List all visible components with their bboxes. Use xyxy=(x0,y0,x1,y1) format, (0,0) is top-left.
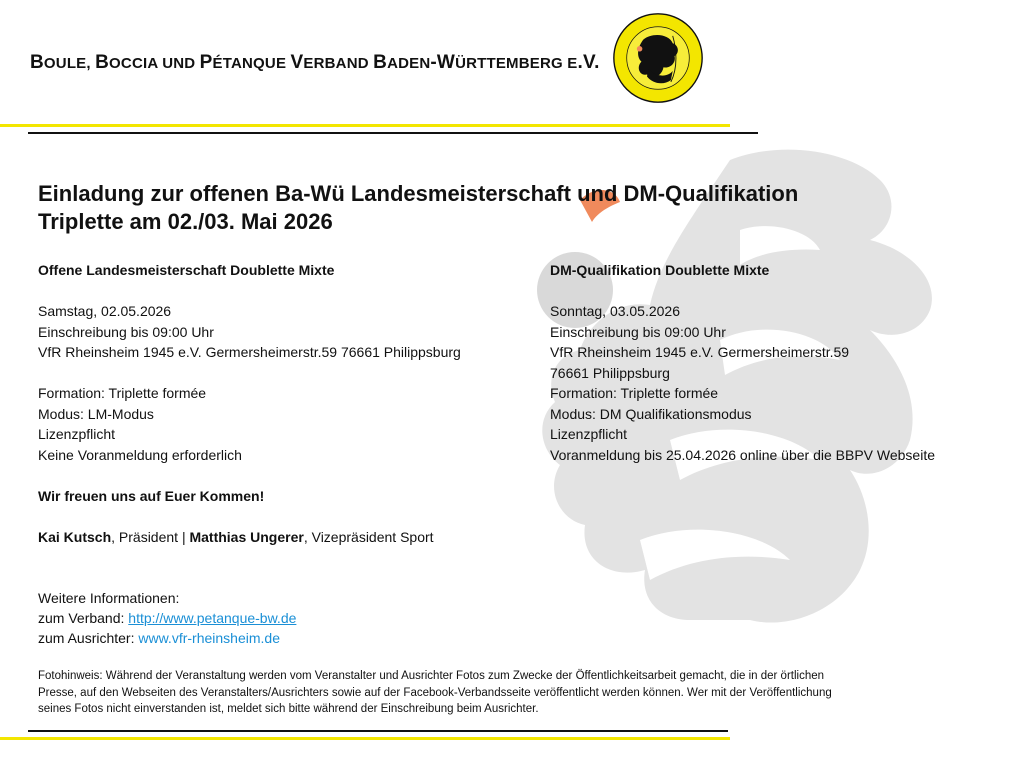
right-heading: DM-Qualifikation Doublette Mixte xyxy=(550,262,770,278)
photo-notice-line-2: Presse, auf den Webseiten des Veranstalters/Ausrichters sowie auf der Facebook-Verbandsseite veröffentlicht werden können. Wer mit der Veröffentlichung xyxy=(38,686,832,699)
footer-rule-black xyxy=(28,730,728,732)
verband-link[interactable]: http://www.petanque-bw.de xyxy=(128,610,297,626)
further-info xyxy=(38,588,296,648)
right-venue-line-1: VfR Rheinsheim 1945 e.V. Germersheimerstr.59 xyxy=(550,344,850,360)
info-verband-label: zum Verband: xyxy=(38,610,129,626)
invitation-title xyxy=(38,180,838,236)
photo-notice-line-1: Fotohinweis: Während der Veranstaltung werden vom Veranstalter und Ausrichter Fotos zum Zwecke der Öffentlichkeitsarbeit gemacht, die in der örtlichen xyxy=(38,670,825,682)
signer-2-name: Matthias Ungerer xyxy=(189,528,304,545)
right-date: Sonntag, 03.05.2026 xyxy=(550,303,681,319)
right-formation: Formation: Triplette formée xyxy=(550,385,719,401)
title-line-2: Triplette am 02./03. Mai 2026 xyxy=(38,209,333,234)
signer-1-role: , Präsident | xyxy=(111,528,190,545)
left-column xyxy=(38,260,461,547)
left-mode: Modus: LM-Modus xyxy=(38,405,154,422)
signer-2-role: , Vizepräsident Sport xyxy=(303,528,434,545)
left-date: Samstag, 02.05.2026 xyxy=(38,303,172,319)
info-verband-line xyxy=(38,608,296,628)
footer-rule-yellow xyxy=(0,737,730,740)
photo-notice xyxy=(38,668,968,718)
info-ausrichter-label: zum Ausrichter: xyxy=(38,630,139,646)
right-registration: Einschreibung bis 09:00 Uhr xyxy=(550,323,726,340)
signature-line xyxy=(38,527,461,548)
header-rule-black xyxy=(28,132,758,134)
title-line-1: Einladung zur offenen Ba-Wü Landesmeisterschaft und DM-Qualifikation xyxy=(38,181,799,206)
right-venue-line-2: 76661 Philippsburg xyxy=(550,364,670,381)
left-registration: Einschreibung bis 09:00 Uhr xyxy=(38,323,214,340)
photo-notice-line-3: seines Fotos nicht einverstanden ist, meldet sich bitte während der Einschreibung beim Ausrichter. xyxy=(38,703,539,715)
info-heading: Weitere Informationen: xyxy=(38,590,180,606)
org-name: BOULE, BOCCIA UND PÉTANQUE VERBAND BADEN-WÜRTTEMBERG E.V. xyxy=(30,52,600,73)
org-logo xyxy=(612,12,704,104)
header-rule-yellow xyxy=(0,124,730,127)
welcome-text: Wir freuen uns auf Euer Kommen! xyxy=(38,487,265,504)
right-license: Lizenzpflicht xyxy=(550,426,628,442)
right-mode: Modus: DM Qualifikationsmodus xyxy=(550,405,752,422)
ausrichter-link[interactable]: www.vfr-rheinsheim.de xyxy=(138,630,280,646)
left-preregistration: Keine Voranmeldung erforderlich xyxy=(38,446,242,463)
info-ausrichter-line xyxy=(38,628,296,648)
right-preregistration: Voranmeldung bis 25.04.2026 online über die BBPV Webseite xyxy=(550,446,936,463)
left-venue: VfR Rheinsheim 1945 e.V. Germersheimerstr.59 76661 Philippsburg xyxy=(38,344,461,360)
signer-1-name: Kai Kutsch xyxy=(38,528,112,545)
left-heading: Offene Landesmeisterschaft Doublette Mixte xyxy=(38,262,335,278)
left-license: Lizenzpflicht xyxy=(38,426,116,442)
right-column xyxy=(550,260,935,465)
left-formation: Formation: Triplette formée xyxy=(38,385,207,401)
